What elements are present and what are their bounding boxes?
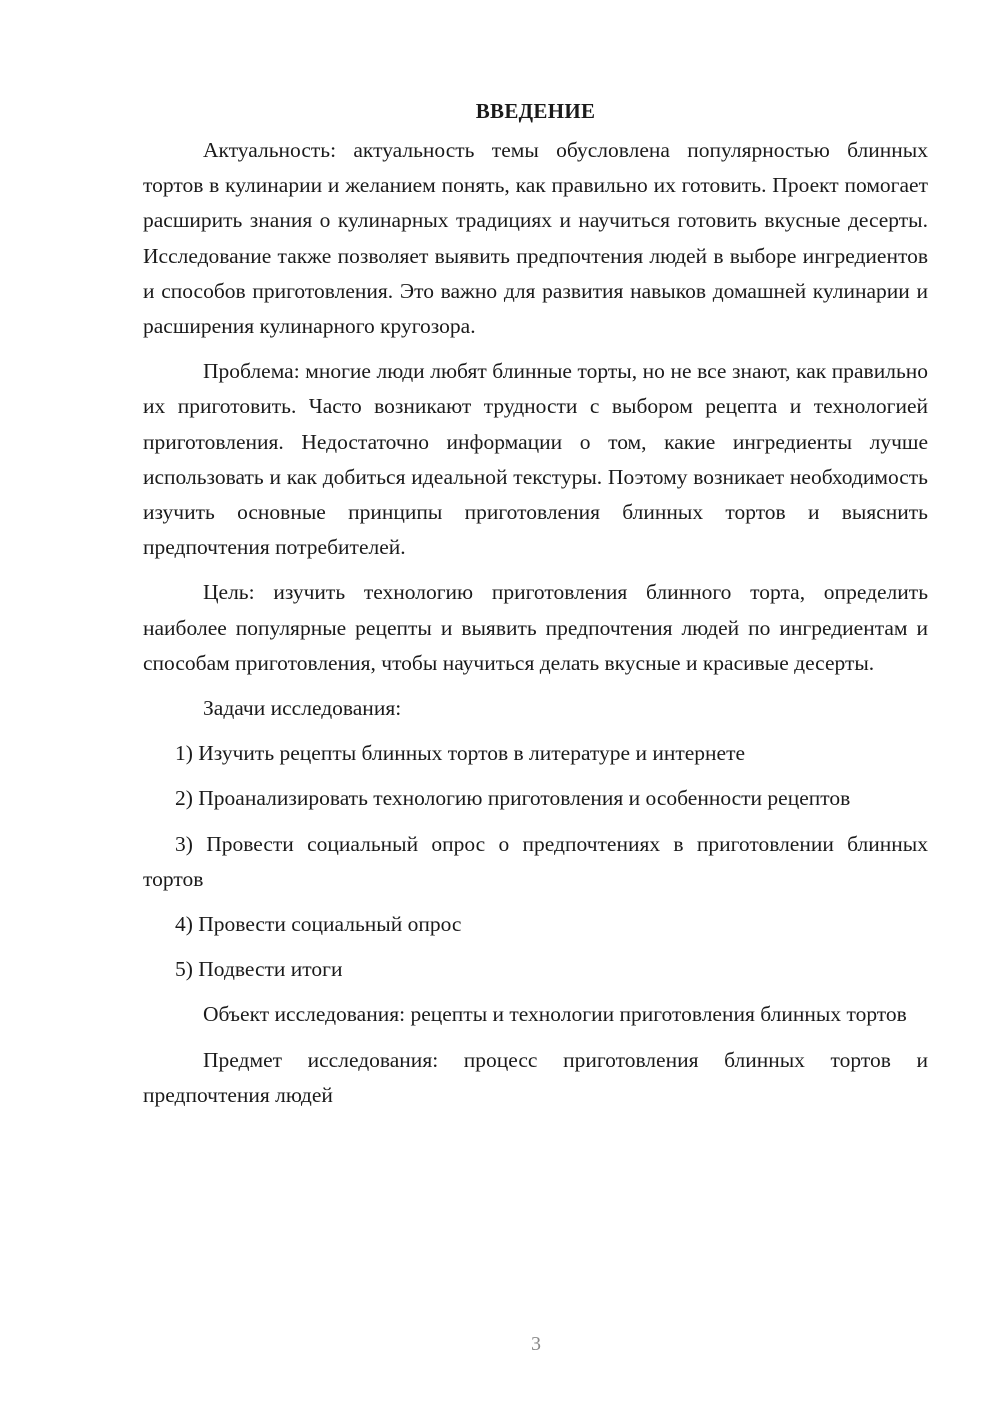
list-item: 5) Подвести итоги (175, 957, 343, 982)
paragraph-problem: Проблема: многие люди любят блинные торты, но не все знают, как правильно их приготовить. Часто возникают трудности с выбором рецепта и технологией приготовления. Недостаточно информации о том, какие ингредиенты лучше использовать и как добиться идеальной текстуры. Поэтому возникает необходимость изучить основные принципы приготовления блинных тортов и выяснить предпочтения потребителей. (143, 359, 928, 560)
list-item: 4) Провести социальный опрос (175, 912, 462, 937)
paragraph-object: Объект исследования: рецепты и технологии приготовления блинных тортов (203, 1002, 907, 1027)
list-item: 2) Проанализировать технологию приготовления и особенности рецептов (175, 786, 851, 811)
list-item: 3) Провести социальный опрос о предпочтениях в приготовлении блинных тортов (143, 831, 928, 891)
page-title: ВВЕДЕНИЕ (475, 99, 596, 123)
task-list (143, 736, 928, 987)
list-item: 1) Изучить рецепты блинных тортов в литературе и интернете (175, 741, 746, 766)
page-number: 3 (531, 1333, 541, 1355)
paragraph-subject: Предмет исследования: процесс приготовления блинных тортов и предпочтения людей (143, 1047, 928, 1107)
document-page (143, 94, 928, 1123)
paragraph-goal: Цель: изучить технологию приготовления блинного торта, определить наиболее популярные рецепты и выявить предпочтения людей по ингредиентам и способам приготовления, чтобы научиться делать вкусные и красивые десерты. (143, 580, 928, 675)
paragraph-relevance: Актуальность: актуальность темы обусловлена популярностью блинных тортов в кулинарии и желанием понять, как правильно их готовить. Проект помогает расширить знания о кулинарных традициях и научиться готовить вкусные десерты. Исследование также позволяет выявить предпочтения людей в выборе ингредиентов и способов приготовления. Это важно для развития навыков домашней кулинарии и расширения кулинарного кругозора. (143, 138, 928, 339)
tasks-heading: Задачи исследования: (203, 696, 402, 721)
